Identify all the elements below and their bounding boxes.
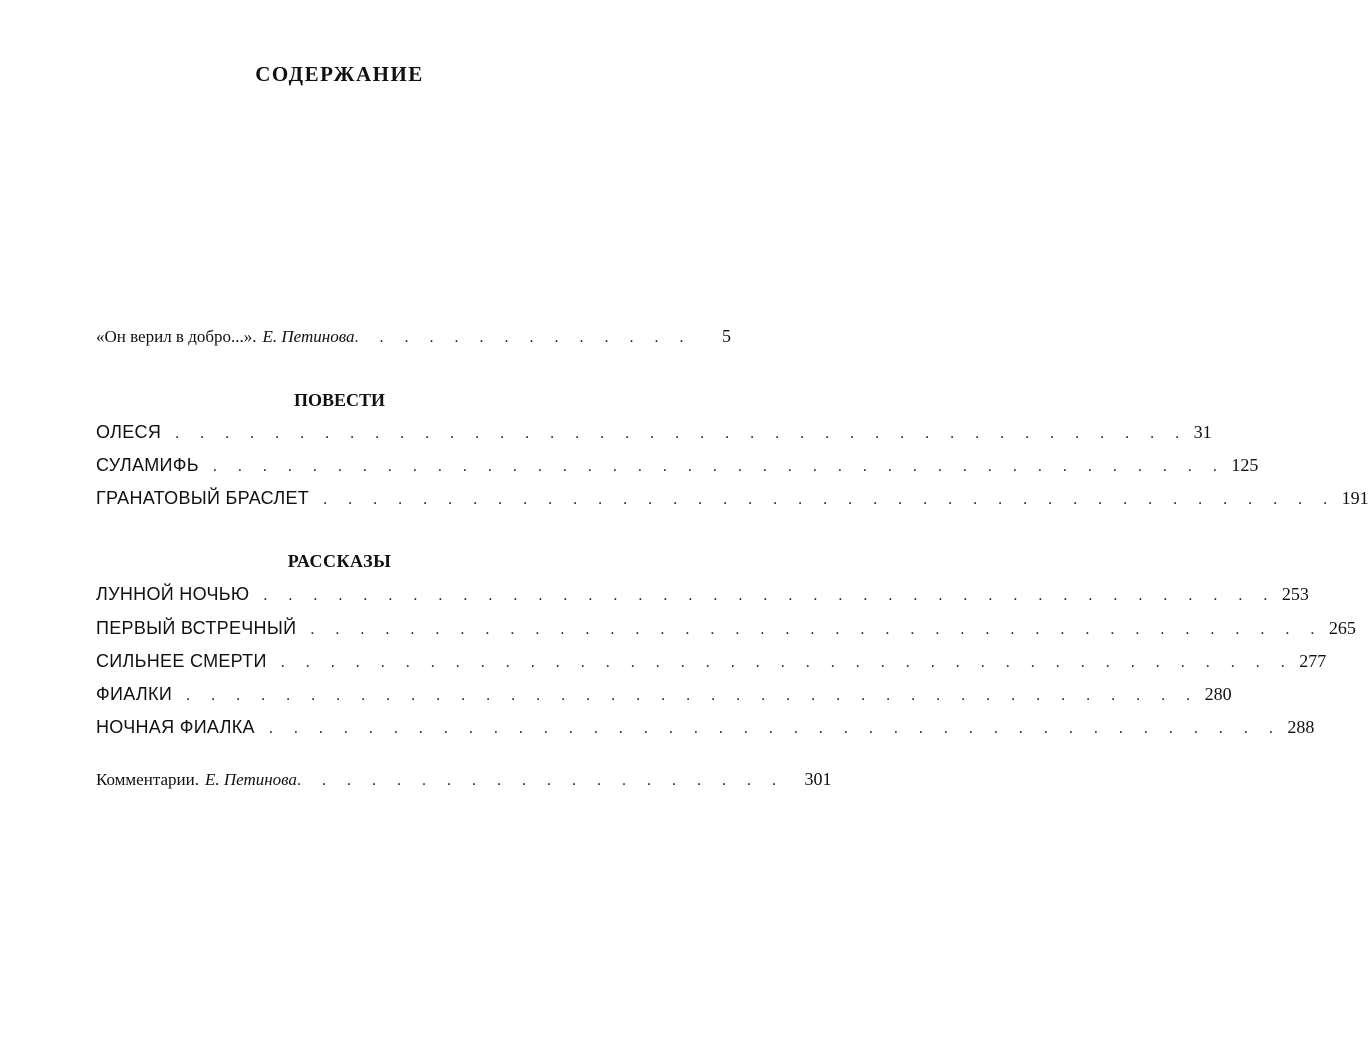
toc-entry-page: 265: [1328, 618, 1356, 638]
toc-entry-author: Е. Петинова: [262, 327, 355, 346]
toc-entry-page: 288: [1287, 717, 1315, 737]
dot-leader: . . . . . . . . . . . . . . . . . . . . . . . . . . . . . . . . . . . . . . . . .: [280, 654, 1294, 671]
dot-leader: . . . . . . . . . . . . . . . . . . . . . . . . . . . . . . . . . . . . . . . . .: [323, 491, 1336, 508]
dot-leader: . . . . . . . . . . . . . . . . . . . . . . . . . . . . . . . . . . . . . . . . .: [310, 621, 1323, 638]
toc-entry-label: НОЧНАЯ ФИАЛКА: [96, 717, 255, 737]
toc-entry-label: ЛУННОЙ НОЧЬЮ: [96, 584, 250, 604]
toc-entry-label: ПЕРВЫЙ ВСТРЕЧНЫЙ: [96, 618, 297, 638]
toc-entry-label: ГРАНАТОВЫЙ БРАСЛЕТ: [96, 488, 310, 508]
dot-leader: . . . . . . . . . . . . . . . . . . . . . . . . . . . . . . . . . . . . . . . . .: [175, 425, 1188, 442]
toc-entry-commentary: [96, 769, 832, 799]
toc-entry-page: 125: [1231, 455, 1259, 475]
toc-entry-label: СУЛАМИФЬ: [96, 455, 199, 475]
dot-leader: . . . . . . . . . . . . . .: [354, 329, 692, 346]
toc-entry-page: 253: [1281, 584, 1309, 604]
toc-entry-label: СИЛЬНЕЕ СМЕРТИ: [96, 651, 267, 671]
toc-entry-author: Е. Петинова: [204, 770, 297, 789]
toc-entry-page: 301: [804, 769, 832, 789]
toc-entry-label: ФИАЛКИ: [96, 684, 173, 704]
dot-leader: . . . . . . . . . . . . . . . . . . . . . . . . . . . . . . . . . . . . . . . . .: [212, 458, 1226, 475]
toc-entry-label: «Он верил в добро...».: [96, 327, 257, 346]
toc-entry-page: 280: [1204, 684, 1232, 704]
toc-entry-page: 191: [1341, 488, 1369, 508]
dot-leader: . . . . . . . . . . . . . . . . . . . . . . . . . . . . . . . . . . . . . . . . .: [263, 587, 1276, 604]
toc-entry: [96, 584, 1309, 614]
toc-entry-label: ОЛЕСЯ: [96, 422, 162, 442]
toc-entry-label: Комментарии.: [96, 770, 199, 789]
section-heading-rasskazy: РАССКАЗЫ: [287, 551, 392, 571]
toc-entry-page: 5: [721, 326, 731, 346]
page-title: СОДЕРЖАНИЕ: [255, 62, 424, 86]
toc-entry-page: 277: [1299, 651, 1327, 671]
section-heading-povesti: ПОВЕСТИ: [293, 390, 386, 410]
toc-entry: [96, 717, 1315, 747]
toc-entry: [96, 684, 1232, 714]
toc-entry: [96, 618, 1356, 648]
dot-leader: . . . . . . . . . . . . . . . . . . . . . . . . . . . . . . . . . . . . . . . . .: [186, 687, 1199, 704]
dot-leader: . . . . . . . . . . . . . . . . . . . .: [296, 772, 785, 789]
toc-entry: [96, 651, 1327, 681]
toc-entry-page: 31: [1193, 422, 1212, 442]
toc-entry: [96, 455, 1259, 485]
toc-entry: [96, 422, 1212, 452]
dot-leader: . . . . . . . . . . . . . . . . . . . . . . . . . . . . . . . . . . . . . . . . .: [268, 720, 1282, 737]
toc-entry-intro: [96, 326, 731, 356]
toc-entry: [96, 488, 1369, 518]
